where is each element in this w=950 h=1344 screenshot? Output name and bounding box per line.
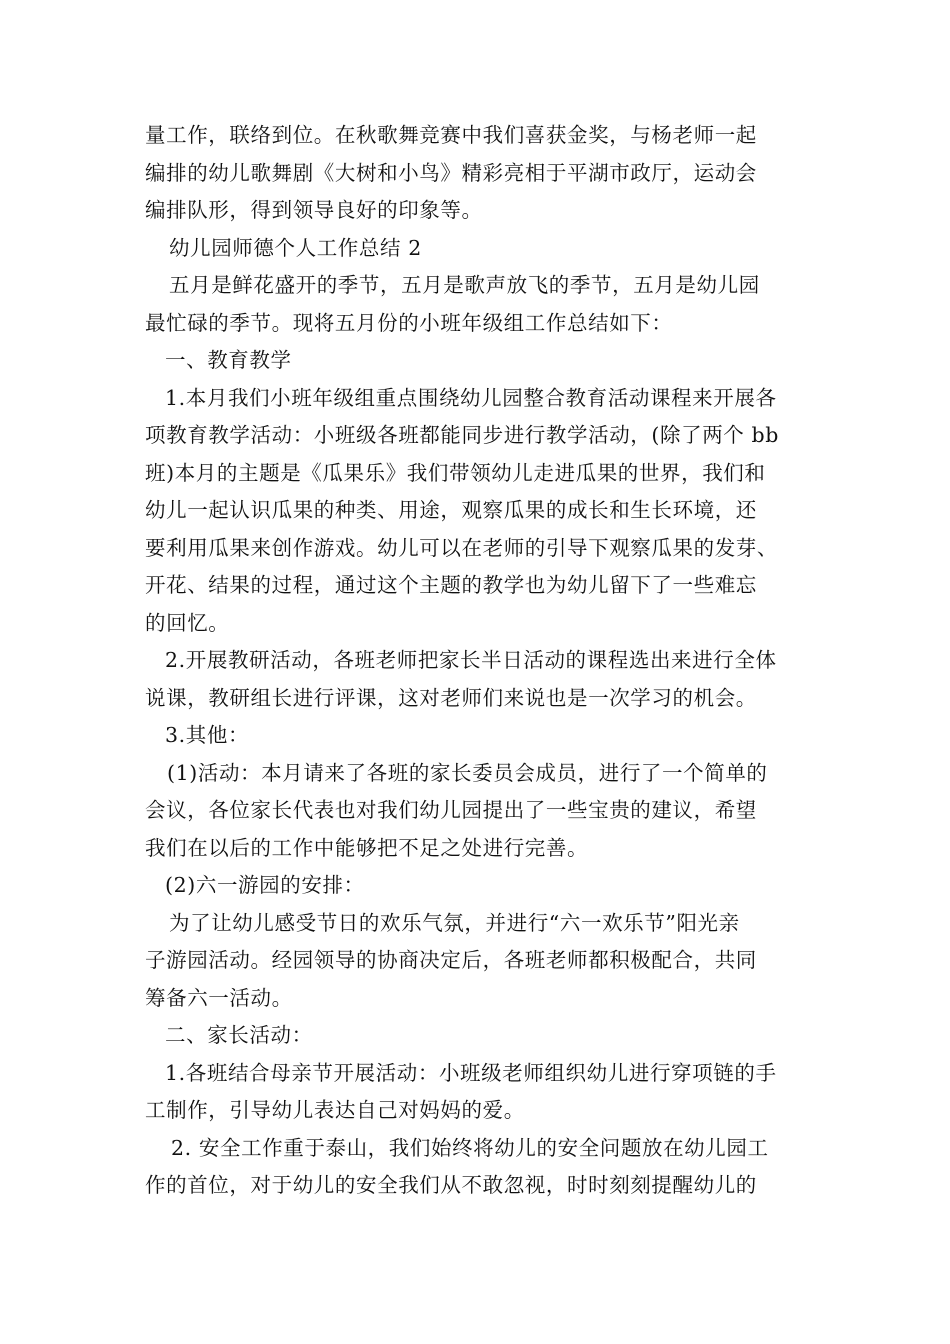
text-line: 为了让幼儿感受节日的欢乐气氛，并进行“六一欢乐节”阳光亲 xyxy=(169,910,740,935)
text-line: 五月是鲜花盛开的季节，五月是歌声放飞的季节，五月是幼儿园 xyxy=(169,273,760,297)
paragraph xyxy=(145,717,810,755)
paragraph xyxy=(145,267,810,342)
text-line: 幼儿一起认识瓜果的种类、用途，观察瓜果的成长和生长环境，还 xyxy=(145,498,757,522)
text-line: 编排的幼儿歌舞剧《大树和小鸟》精彩亮相于平湖市政厅，运动会 xyxy=(145,160,757,185)
text-line: 我们在以后的工作中能够把不足之处进行完善。 xyxy=(145,835,589,860)
paragraph xyxy=(145,905,810,1018)
text-line: 1.本月我们小班年级组重点围绕幼儿园整合教育活动课程来开展各 xyxy=(165,385,777,410)
paragraph xyxy=(145,867,810,905)
section-heading xyxy=(145,1017,810,1055)
text-line: 班)本月的主题是《瓜果乐》我们带领幼儿走进瓜果的世界，我们和 xyxy=(145,460,766,485)
paragraph xyxy=(145,642,810,717)
text-line: 作的首位，对于幼儿的安全我们从不敢忽视，时时刻刻提醒幼儿的 xyxy=(145,1173,757,1197)
text-line: 2.开展教研活动，各班老师把家长半日活动的课程选出来进行全体 xyxy=(165,648,777,672)
text-line: 编排队形，得到领导良好的印象等。 xyxy=(145,198,483,222)
text-line: 要利用瓜果来创作游戏。幼儿可以在老师的引导下观察瓜果的发芽、 xyxy=(145,535,778,560)
paragraph-continuation xyxy=(145,117,810,230)
text-line: 会议，各位家长代表也对我们幼儿园提出了一些宝贵的建议，希望 xyxy=(145,798,757,822)
text-line: 说课，教研组长进行评课，这对老师们来说也是一次学习的机会。 xyxy=(145,685,757,710)
text-line: 二、家长活动： xyxy=(165,1023,313,1047)
text-line: 2. 安全工作重于泰山，我们始终将幼儿的安全问题放在幼儿园工 xyxy=(171,1135,769,1160)
text-line: 3.其他： xyxy=(165,723,250,747)
text-line: 筹备六一活动。 xyxy=(145,985,293,1010)
text-line: 幼儿园师德个人工作总结 2 xyxy=(169,235,422,260)
text-line: 子游园活动。经园领导的协商决定后，各班老师都积极配合，共同 xyxy=(145,948,757,972)
text-line: 量工作，联络到位。在秋歌舞竞赛中我们喜获金奖，与杨老师一起 xyxy=(145,123,757,147)
text-line: 项教育教学活动：小班级各班都能同步进行教学活动，(除了两个 bb xyxy=(145,423,779,447)
document-body xyxy=(145,117,810,1205)
paragraph xyxy=(145,1130,810,1205)
paragraph xyxy=(145,755,810,868)
text-line: 的回忆。 xyxy=(145,610,230,635)
section-title xyxy=(145,230,810,268)
text-line: 开花、结果的过程，通过这个主题的教学也为幼儿留下了一些难忘 xyxy=(145,573,757,597)
text-line: 工制作，引导幼儿表达自己对妈妈的爱。 xyxy=(145,1098,525,1122)
text-line: (2)六一游园的安排： xyxy=(165,873,365,897)
text-line: 1.各班结合母亲节开展活动：小班级老师组织幼儿进行穿项链的手 xyxy=(165,1060,777,1085)
text-line: (1)活动：本月请来了各班的家长委员会成员，进行了一个简单的 xyxy=(167,760,768,785)
paragraph xyxy=(145,380,810,643)
paragraph xyxy=(145,1055,810,1130)
text-line: 最忙碌的季节。现将五月份的小班年级组工作总结如下： xyxy=(145,310,673,335)
section-heading xyxy=(145,342,810,380)
text-line: 一、教育教学 xyxy=(165,348,292,372)
